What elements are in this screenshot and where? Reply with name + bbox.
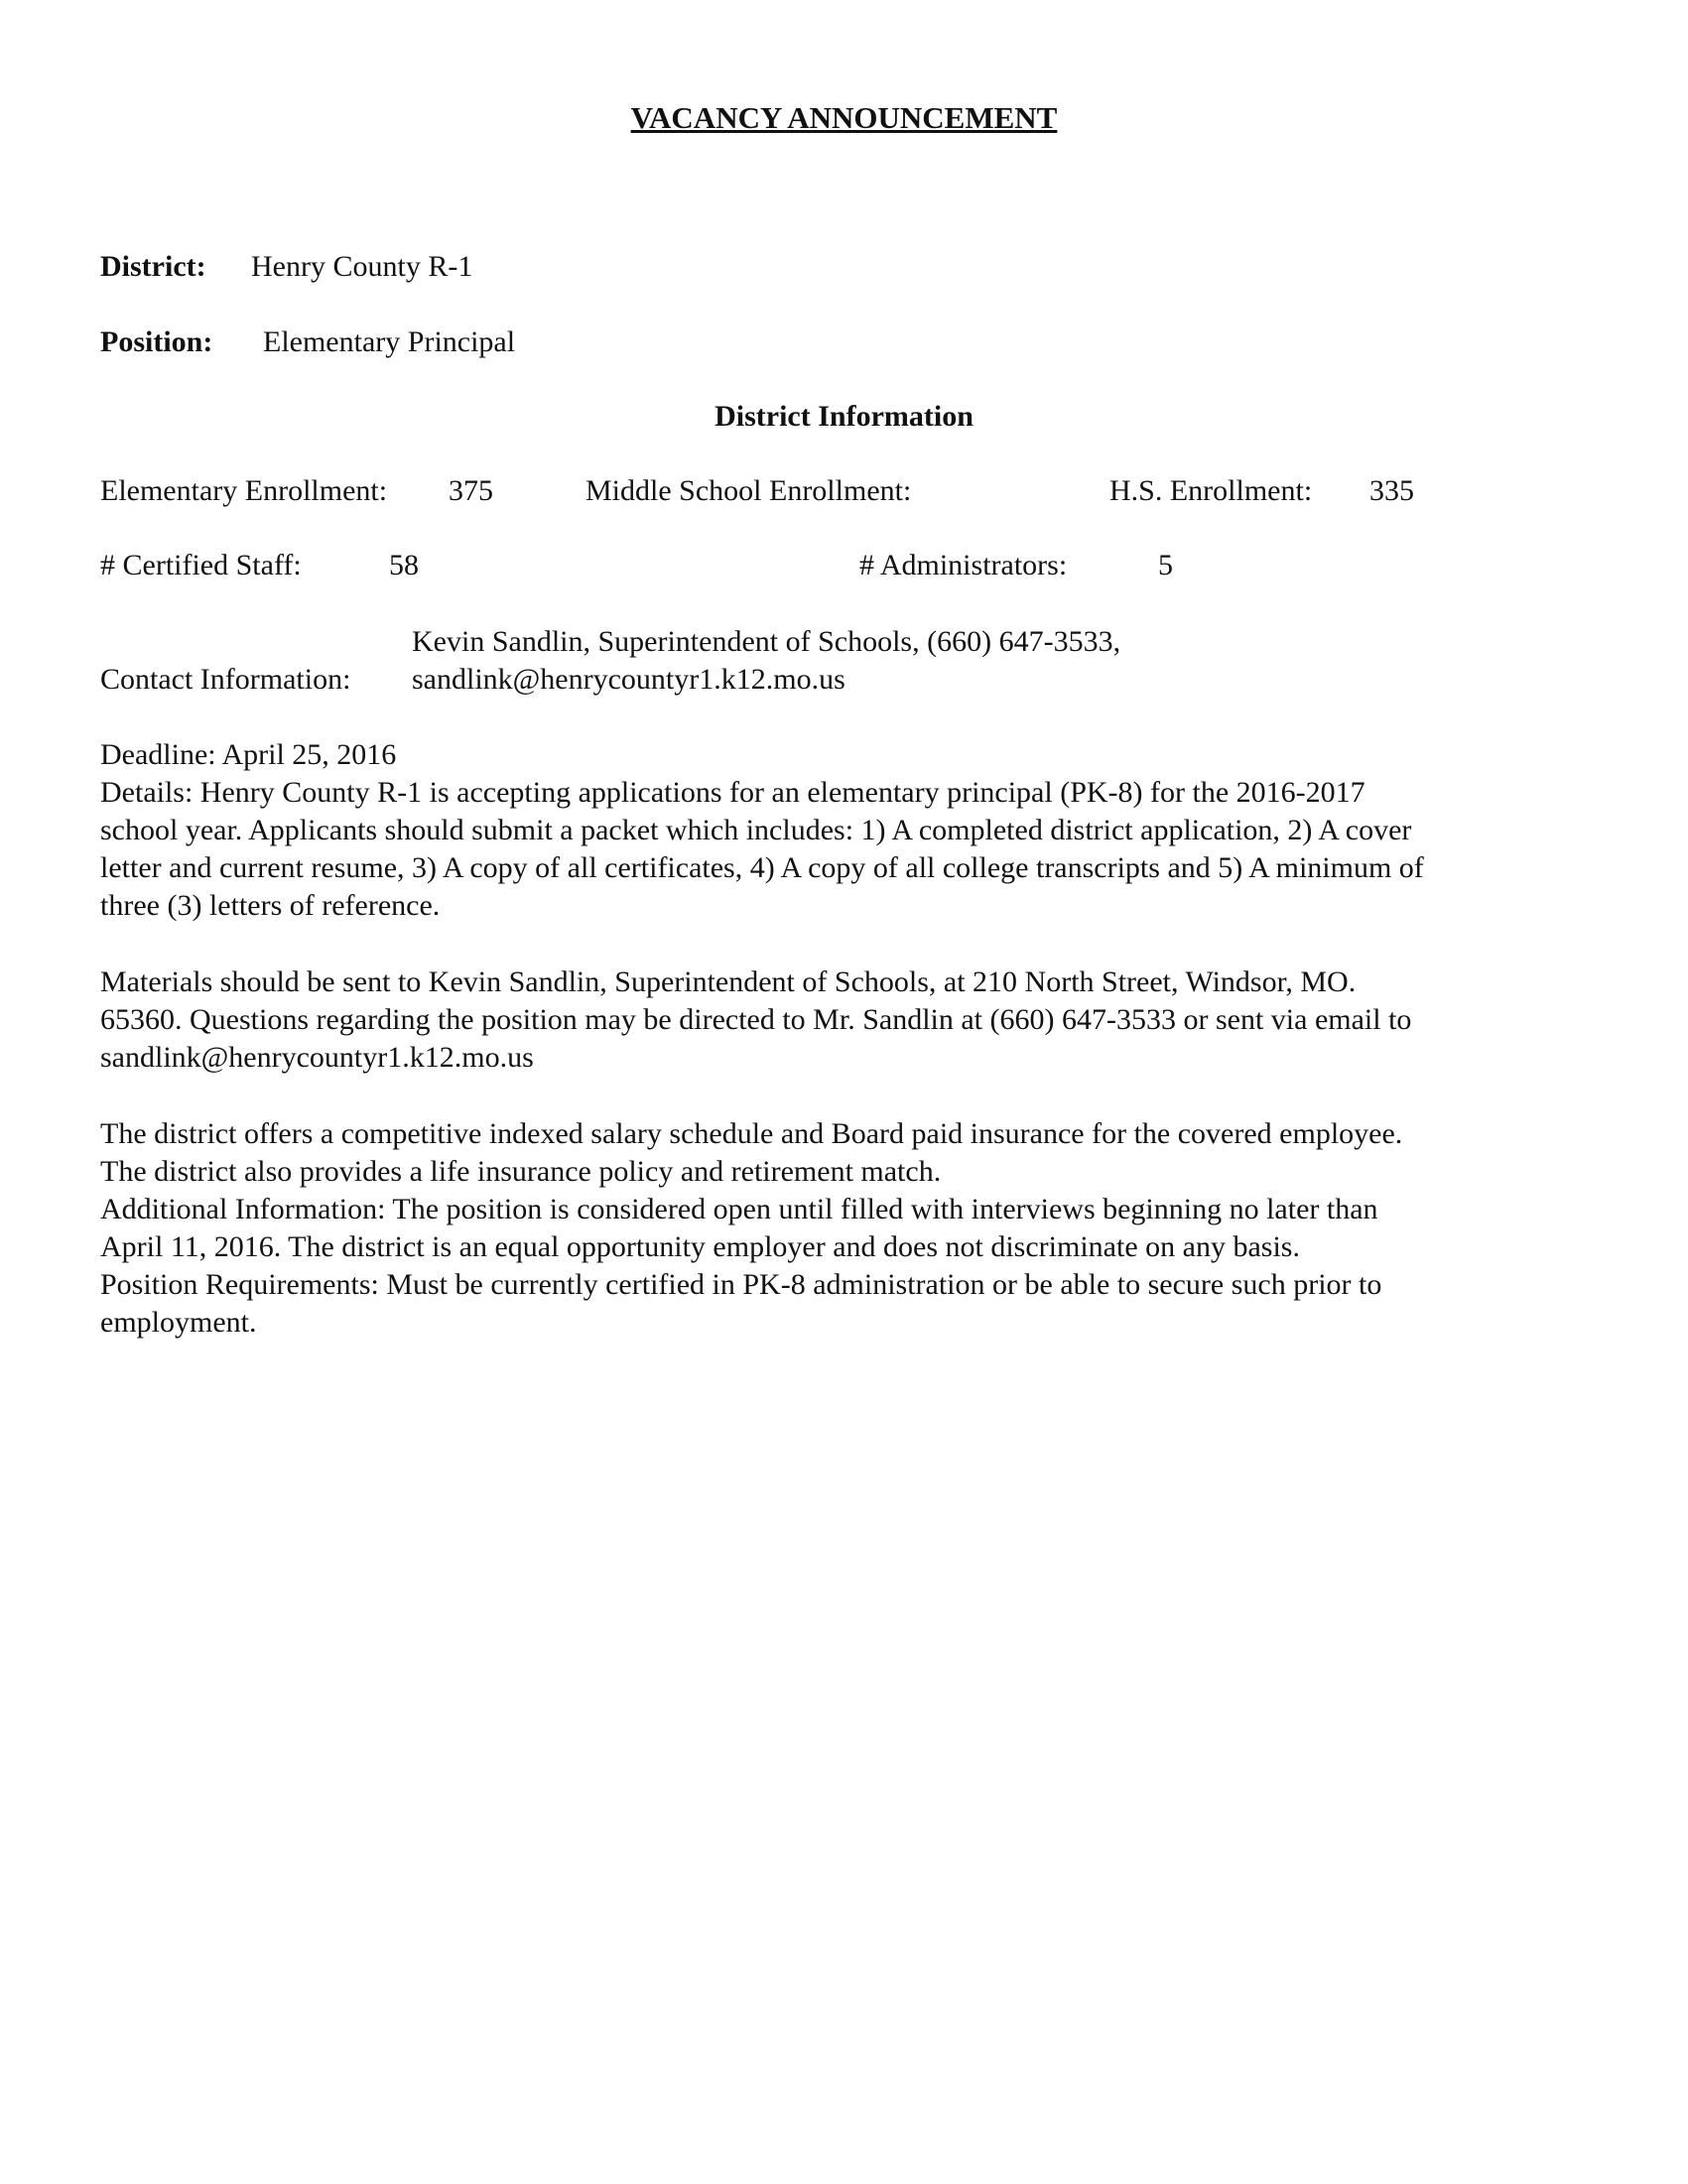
administrators-label: # Administrators: — [859, 549, 1068, 581]
materials-line: Materials should be sent to Kevin Sandlin, Superintendent of Schools, at 210 North Street, Windsor, MO. — [100, 965, 1357, 998]
materials-line: 65360. Questions regarding the position may be directed to Mr. Sandlin at (660) 647-3533 or sent via email to — [100, 1003, 1412, 1036]
deadline-line: Deadline: April 25, 2016 — [100, 738, 397, 771]
materials-line: sandlink@henrycountyr1.k12.mo.us — [100, 1041, 534, 1074]
district-label: District: — [100, 250, 206, 283]
details-paragraph — [100, 736, 1628, 925]
position-label: Position: — [100, 325, 213, 358]
page-title: VACANCY ANNOUNCEMENT — [630, 100, 1058, 135]
district-value: Henry County R-1 — [251, 250, 473, 283]
hs-enrollment-value: 335 — [1369, 474, 1414, 507]
certified-staff-label: # Certified Staff: — [100, 549, 302, 581]
position-requirements-line: Position Requirements: Must be currently certified in PK-8 administration or be able to secure such prior to — [100, 1268, 1382, 1301]
contact-line-1: Kevin Sandlin, Superintendent of Schools, (660) 647-3533, — [412, 625, 1121, 658]
position-requirements-line: employment. — [100, 1306, 257, 1339]
materials-paragraph — [100, 964, 1628, 1077]
middle-school-enrollment-label: Middle School Enrollment: — [585, 474, 912, 507]
details-line: Details: Henry County R-1 is accepting applications for an elementary principal (PK-8) for the 2016-2017 — [100, 776, 1365, 809]
additional-information-line: Additional Information: The position is considered open until filled with interviews beginning no later than — [100, 1193, 1378, 1225]
contact-label: Contact Information: — [100, 663, 351, 696]
contact-email[interactable]: sandlink@henrycountyr1.k12.mo.us — [412, 663, 845, 696]
administrators-value: 5 — [1158, 549, 1173, 581]
details-line: school year. Applicants should submit a packet which includes: 1) A completed district application, 2) A cover — [100, 814, 1412, 846]
benefits-line: The district offers a competitive indexed salary schedule and Board paid insurance for the covered employee. — [100, 1117, 1403, 1150]
hs-enrollment-label: H.S. Enrollment: — [1109, 474, 1313, 507]
certified-staff-value: 58 — [389, 549, 419, 581]
additional-information-line: April 11, 2016. The district is an equal opportunity employer and does not discriminate on any basis. — [100, 1230, 1300, 1263]
details-line: three (3) letters of reference. — [100, 889, 441, 922]
position-value: Elementary Principal — [263, 325, 516, 358]
benefits-line: The district also provides a life insurance policy and retirement match. — [100, 1155, 942, 1188]
district-information-heading: District Information — [714, 400, 974, 433]
benefits-paragraph — [100, 1115, 1628, 1342]
elementary-enrollment-value: 375 — [449, 474, 493, 507]
details-line: letter and current resume, 3) A copy of all certificates, 4) A copy of all college transcripts and 5) A minimum of — [100, 851, 1424, 884]
elementary-enrollment-label: Elementary Enrollment: — [100, 474, 388, 507]
